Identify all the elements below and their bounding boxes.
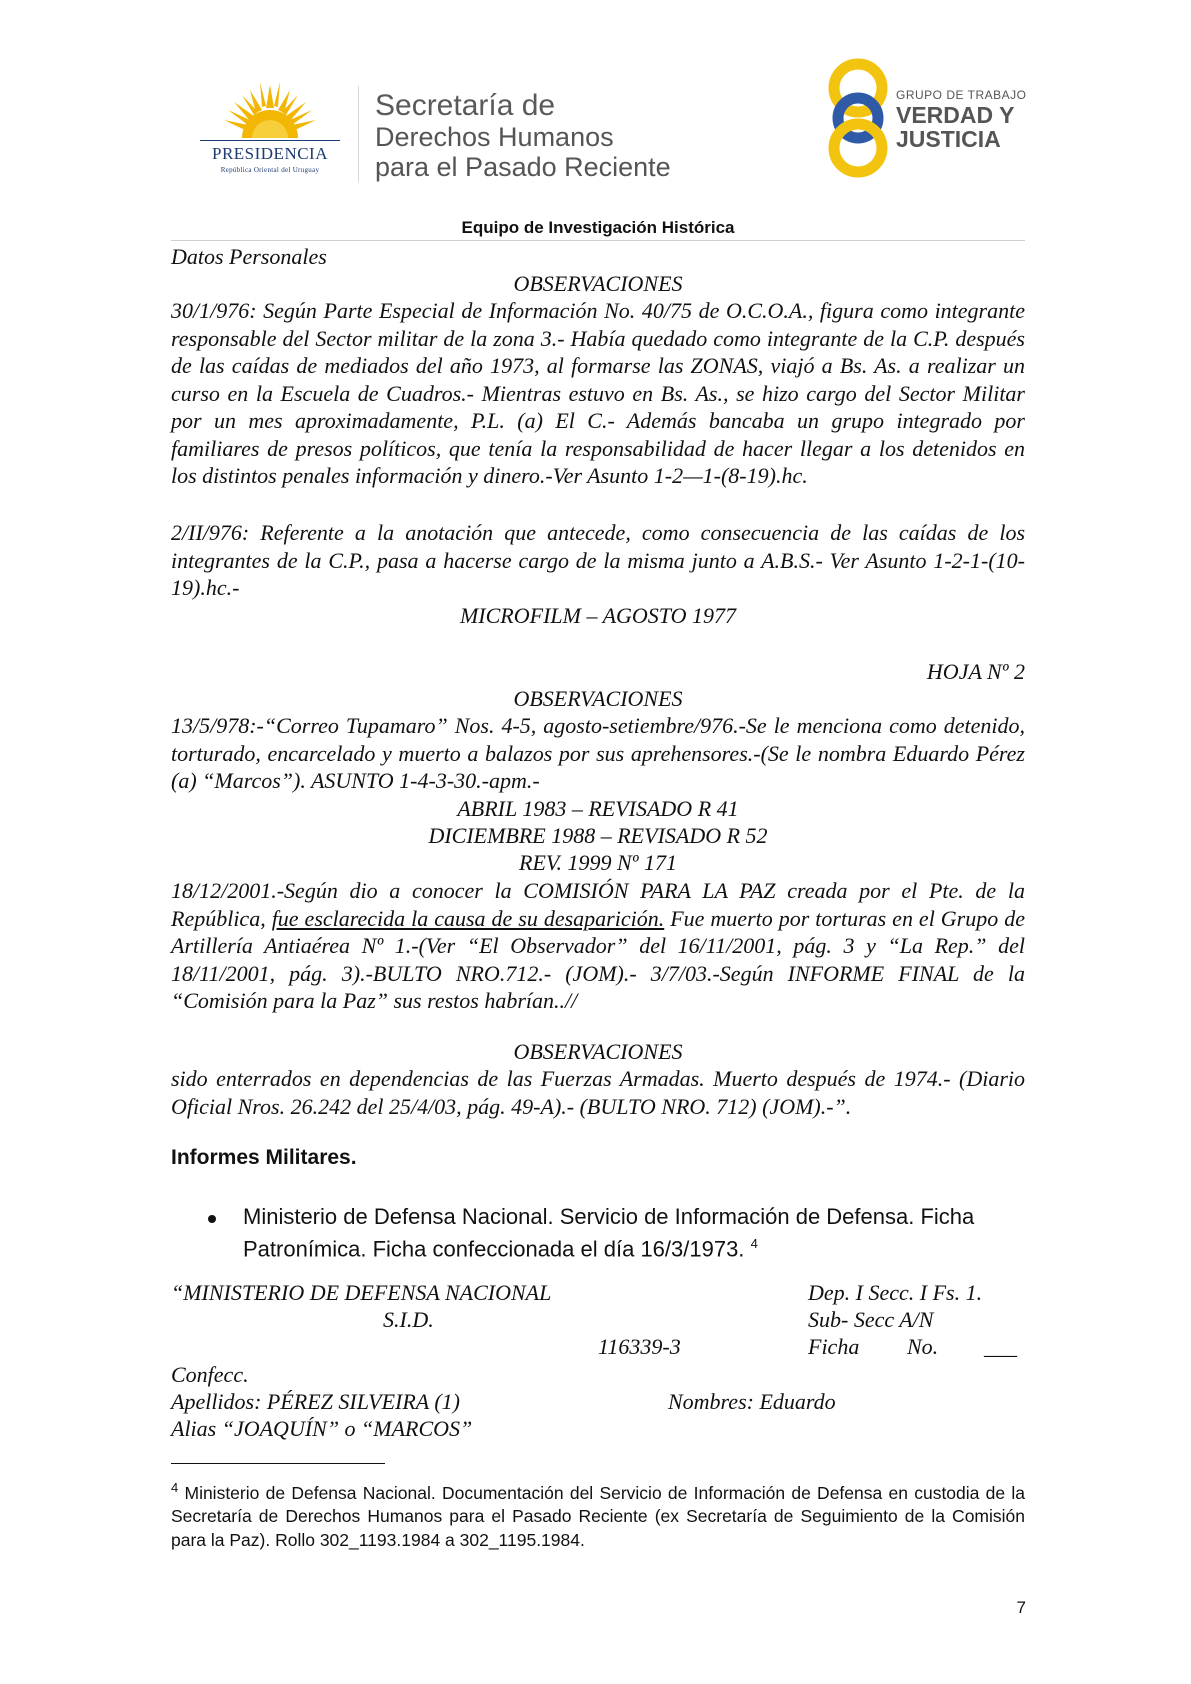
- revision-line-1: ABRIL 1983 – REVISADO R 41: [457, 796, 739, 821]
- secretaria-line-2: Derechos Humanos: [375, 122, 614, 152]
- presidencia-subtitle: República Oriental del Uruguay: [220, 166, 320, 174]
- secretaria-line-3: para el Pasado Reciente: [375, 152, 671, 182]
- sid-label: S.I.D.: [383, 1307, 434, 1332]
- hoja-number: HOJA Nº 2: [926, 659, 1025, 684]
- observaciones-heading-1: OBSERVACIONES: [513, 271, 683, 296]
- paragraph-3: 13/5/978:-“Correo Tupamaro” Nos. 4-5, agosto-setiembre/976.-Se le menciona como detenido, torturado, encarcelado y muerto a balazos por sus aprehensores.-(Se le nombra Eduardo Pérez (a) “Marcos”). ASUNTO 1-4-3-30.-apm.-: [171, 713, 1025, 793]
- revision-line-3: REV. 1999 Nº 171: [519, 850, 677, 875]
- presidencia-divider: [200, 140, 340, 141]
- verdad-justicia-logo: [820, 56, 1030, 180]
- bullet-text: Ministerio de Defensa Nacional. Servicio de Información de Defensa. Ficha Patronímica. Ficha confeccionada el día 16/3/1973.: [243, 1204, 975, 1262]
- sid-ministerio: “MINISTERIO DE DEFENSA NACIONAL: [171, 1280, 552, 1305]
- team-title: Equipo de Investigación Histórica: [461, 218, 735, 237]
- observaciones-heading-3: OBSERVACIONES: [513, 1039, 683, 1064]
- sid-no: No.: [907, 1334, 939, 1359]
- gt-line-1: GRUPO DE TRABAJO: [896, 88, 1027, 102]
- gt-line-2: VERDAD Y: [896, 102, 1015, 128]
- footnote-text: Ministerio de Defensa Nacional. Documentación del Servicio de Información de Defensa en custodia de la Secretaría de Derechos Humanos para el Pasado Reciente (ex Secretaría de Seguimiento de la Comisión para la Paz). Rollo 302_1193.1984 a 302_1195.1984.: [171, 1482, 1025, 1550]
- sid-dep: Dep. I Secc. I Fs. 1.: [808, 1280, 983, 1305]
- paragraph-2: 2/II/976: Referente a la anotación que antecede, como consecuencia de las caídas de los integrantes de la C.P., pasa a hacerse cargo de la misma junto a A.B.S.- Ver Asunto 1-2-1-(10-19).hc.-: [171, 520, 1025, 600]
- paragraph-4-start: 18/12/2001.-Según dio a conocer la COMISIÓN PARA LA PAZ creada por el Pte. de la República,: [171, 878, 1025, 931]
- interlocked-rings-icon: [820, 56, 896, 180]
- sid-alias: Alias “JOAQUÍN” o “MARCOS”: [171, 1416, 473, 1441]
- observaciones-heading-2: OBSERVACIONES: [513, 686, 683, 711]
- sid-number: 116339-3: [598, 1334, 681, 1359]
- datos-personales: Datos Personales: [171, 244, 327, 269]
- paragraph-4-end: Fue muerto por torturas en el Grupo de Artillería Antiaérea Nº 1.-(Ver “El Observador” del 16/11/2001, pág. 3 y “La Rep.” del 18/11/2001, pág. 3).-BULTO NRO.712.- (JOM).- 3/7/03.-Según INFORME FINAL de la “Comisión para la Paz” sus restos habrían..//: [171, 905, 1025, 1013]
- footnote-rule: [171, 1463, 385, 1464]
- sid-confecc: Confecc.: [171, 1362, 249, 1387]
- gt-line-3: JUSTICIA: [896, 126, 1001, 152]
- sid-subsecc: Sub- Secc A/N: [808, 1307, 934, 1332]
- informes-militares-heading: Informes Militares.: [171, 1146, 357, 1169]
- bullet-icon: [208, 1215, 216, 1223]
- page-number: 7: [1016, 1598, 1026, 1617]
- sid-nombres: Nombres: Eduardo: [668, 1389, 836, 1414]
- microfilm-line: MICROFILM – AGOSTO 1977: [459, 603, 737, 628]
- paragraph-4: [171, 877, 1025, 1015]
- sid-apellidos: Apellidos: PÉREZ SILVEIRA (1): [171, 1389, 460, 1414]
- paragraph-1: 30/1/976: Según Parte Especial de Información No. 40/75 de O.C.O.A., figura como integrante responsable del Sector militar de la zona 3.- Había quedado como integrante de la C.P. después de las caídas de mediados del año 1973, al formarse las ZONAS, viajó a Bs. As. a realizar un curso en la Escuela de Cuadros.- Mientras estuvo en Bs. As., se hizo cargo del Sector Militar por un mes aproximadamente, P.L. (a) El C.- Además bancaba un grupo integrado por familiares de presos políticos, que tenía la responsabilidad de hacer llegar a los detenidos en los distintos penales información y dinero.-Ver Asunto 1-2—1-(8-19).hc.: [171, 298, 1025, 488]
- footnote-number: 4: [171, 1480, 179, 1495]
- presidencia-logo: [190, 80, 350, 178]
- presidencia-name: PRESIDENCIA: [211, 144, 328, 163]
- secretaria-line-1: Secretaría de: [375, 89, 556, 122]
- header-separator: [358, 86, 359, 182]
- sid-blank: ___: [984, 1334, 1017, 1359]
- footnote-ref[interactable]: 4: [750, 1236, 758, 1251]
- bullet-item: [243, 1203, 1023, 1262]
- secretaria-logo-text: [375, 90, 671, 182]
- paragraph-4-underlined: fue esclarecida la causa de su desaparición.: [271, 905, 665, 931]
- revision-line-2: DICIEMBRE 1988 – REVISADO R 52: [428, 823, 768, 848]
- sun-icon: [190, 80, 350, 142]
- sid-ficha: Ficha: [808, 1334, 860, 1359]
- header-rule: [171, 240, 1025, 241]
- footnote: [171, 1476, 1025, 1552]
- paragraph-5: sido enterrados en dependencias de las Fuerzas Armadas. Muerto después de 1974.- (Diario Oficial Nros. 26.242 del 25/4/03, pág. 49-A).- (BULTO NRO. 712) (JOM).-”.: [171, 1066, 1025, 1119]
